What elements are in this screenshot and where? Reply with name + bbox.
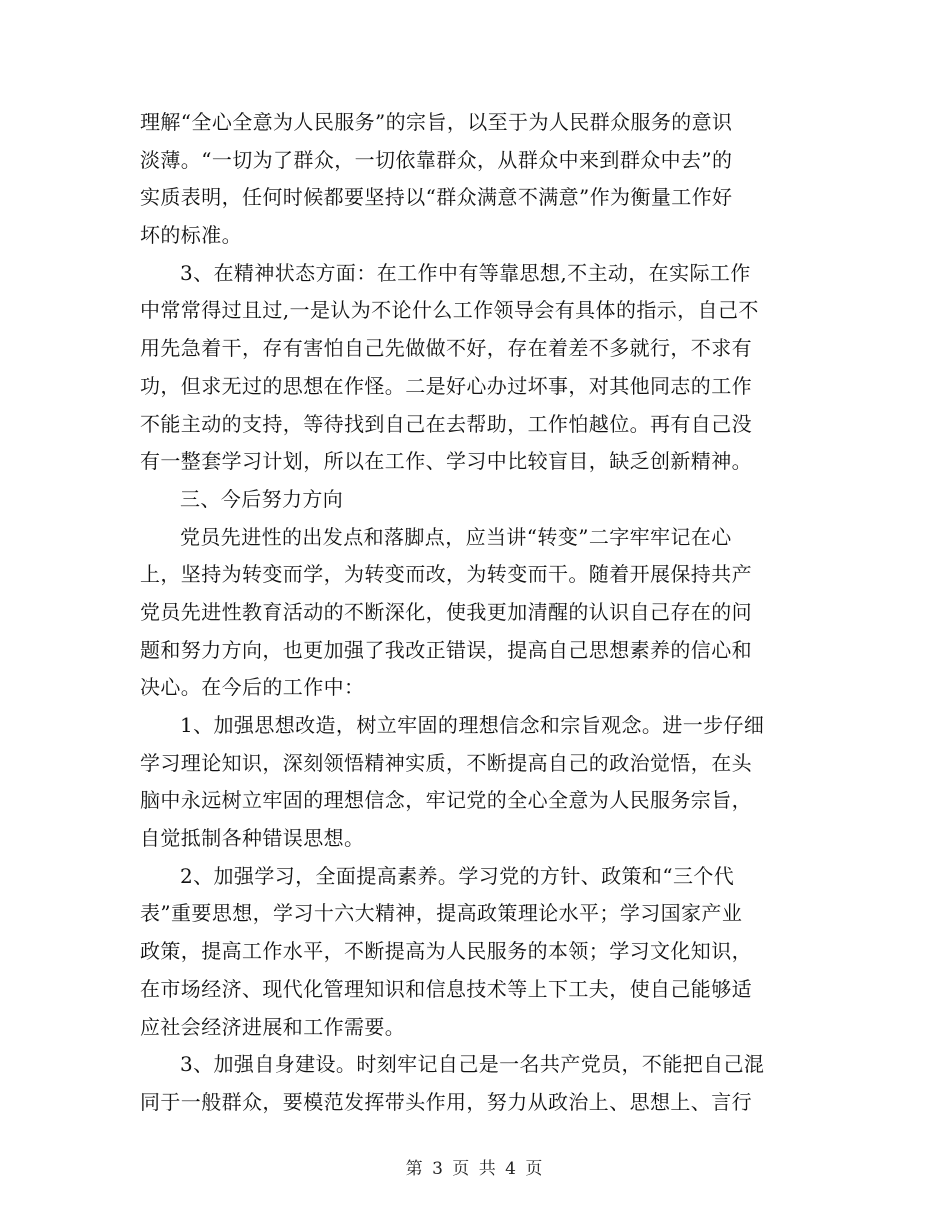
text-line: 党员先进性教育活动的不断深化，使我更加清醒的认识自己存在的问 [140,599,752,624]
text-line: 有一整套学习计划，所以在工作、学习中比较盲目，缺乏创新精神。 [140,449,752,474]
text-line: 淡薄。“一切为了群众，一切依靠群众，从群众中来到群众中去”的 [140,147,733,172]
text-line: 3、加强自身建设。时刻牢记自己是一名共产党员，不能把自己混 [180,1052,765,1077]
text-line: 上，坚持为转变而学，为转变而改，为转变而干。随着开展保持共产 [140,562,752,587]
text-line: 在市场经济、现代化管理知识和信息技术等上下工夫，使自己能够适 [140,976,752,1001]
text-line: 政策，提高工作水平，不断提高为人民服务的本领；学习文化知识， [140,939,752,964]
text-line: 坏的标准。 [140,223,242,248]
text-line: 理解“全心全意为人民服务”的宗旨，以至于为人民群众服务的意识 [140,110,733,134]
text-line: 同于一般群众，要模范发挥带头作用，努力从政治上、思想上、言行 [140,1089,752,1114]
text-line: 三、今后努力方向 [180,486,344,511]
text-line: 中常常得过且过,一是认为不论什么工作领导会有具体的指示，自己不 [140,298,759,323]
text-line: 1、加强思想改造，树立牢固的理想信念和宗旨观念。进一步仔细 [180,713,765,737]
text-line: 2、加强学习，全面提高素养。学习党的方针、政策和“三个代 [180,863,735,888]
text-line: 自觉抵制各种错误思想。 [140,826,365,851]
text-line: 决心。在今后的工作中： [140,675,365,700]
text-line: 用先急着干，存有害怕自己先做做不好，存在着差不多就行，不求有 [140,336,752,361]
text-line: 不能主动的支持，等待找到自己在去帮助，工作怕越位。再有自己没 [140,411,752,436]
text-line: 功，但求无过的思想在作怪。二是好心办过坏事，对其他同志的工作 [140,373,752,398]
text-line: 党员先进性的出发点和落脚点，应当讲“转变”二字牢牢记在心 [180,524,732,549]
text-line: 实质表明，任何时候都要坚持以“群众满意不满意”作为衡量工作好 [140,185,733,210]
document-body [140,104,810,1122]
text-line: 3、在精神状态方面：在工作中有等靠思想,不主动，在实际工作 [180,260,751,285]
text-line: 脑中永远树立牢固的理想信念，牢记党的全心全意为人民服务宗旨， [140,788,752,813]
page-footer: 第 3 页 共 4 页 [405,1159,545,1179]
text-line: 题和努力方向，也更加强了我改正错误，提高自己思想素养的信心和 [140,637,752,662]
text-line: 学习理论知识，深刻领悟精神实质，不断提高自己的政治觉悟，在头 [140,750,752,775]
text-line: 应社会经济进展和工作需要。 [140,1014,406,1039]
text-line: 表”重要思想，学习十六大精神，提高政策理论水平；学习国家产业 [140,901,743,926]
